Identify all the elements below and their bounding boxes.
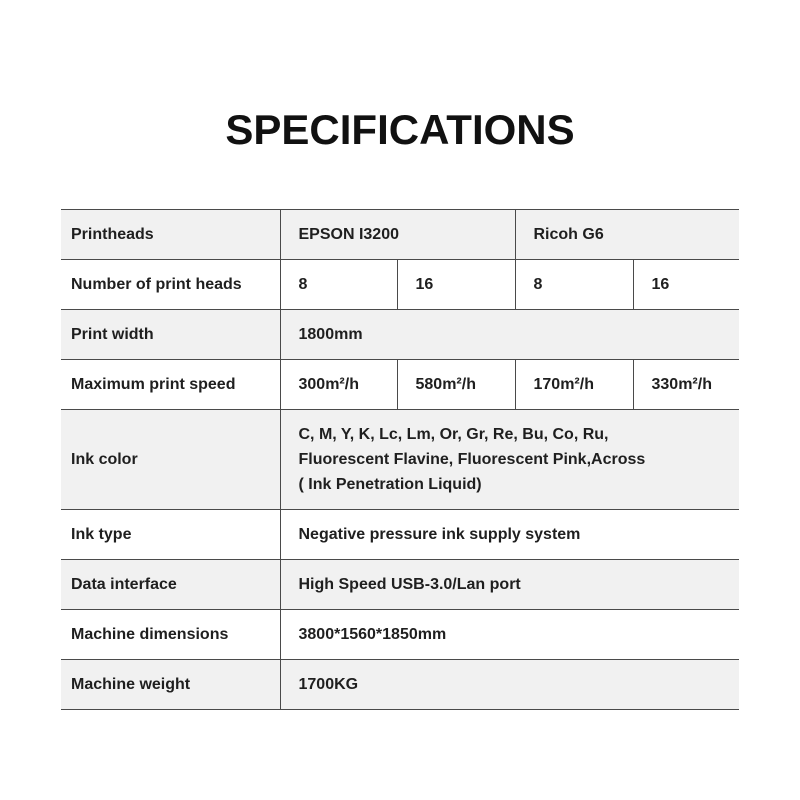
- printheads-ricoh-value: Ricoh G6: [515, 210, 739, 260]
- machine-dimensions-value: 3800*1560*1850mm: [280, 610, 739, 660]
- table-row-machine-dimensions: [61, 610, 739, 660]
- printheads-epson-value: EPSON I3200: [280, 210, 515, 260]
- ink-color-value: [280, 410, 739, 510]
- data-interface-value: High Speed USB-3.0/Lan port: [280, 560, 739, 610]
- table-row-data-interface: [61, 560, 739, 610]
- machine-weight-label: Machine weight: [61, 660, 280, 710]
- print-heads-value-2: 16: [397, 260, 515, 310]
- print-width-value: 1800mm: [280, 310, 739, 360]
- ink-type-value: Negative pressure ink supply system: [280, 510, 739, 560]
- print-heads-value-1: 8: [280, 260, 397, 310]
- table-row-ink-type: [61, 510, 739, 560]
- maximum-print-speed-label: Maximum print speed: [61, 360, 280, 410]
- machine-weight-value: 1700KG: [280, 660, 739, 710]
- table-row-printheads: [61, 210, 739, 260]
- page-title: SPECIFICATIONS: [225, 106, 575, 153]
- ink-type-label: Ink type: [61, 510, 280, 560]
- ink-color-label: Ink color: [61, 410, 280, 510]
- data-interface-label: Data interface: [61, 560, 280, 610]
- printheads-label: Printheads: [61, 210, 280, 260]
- print-heads-value-4: 16: [633, 260, 739, 310]
- ink-color-line-3: ( Ink Penetration Liquid): [298, 476, 482, 493]
- ink-color-line-1: C, M, Y, K, Lc, Lm, Or, Gr, Re, Bu, Co, Ru,: [298, 426, 609, 443]
- print-speed-value-2: 580m²/h: [397, 360, 515, 410]
- number-of-print-heads-label: Number of print heads: [61, 260, 280, 310]
- print-speed-value-4: 330m²/h: [633, 360, 739, 410]
- table-row-maximum-print-speed: [61, 360, 739, 410]
- print-speed-value-1: 300m²/h: [280, 360, 397, 410]
- specifications-table: [61, 209, 739, 710]
- machine-dimensions-label: Machine dimensions: [61, 610, 280, 660]
- print-width-label: Print width: [61, 310, 280, 360]
- print-speed-value-3: 170m²/h: [515, 360, 633, 410]
- print-heads-value-3: 8: [515, 260, 633, 310]
- table-row-print-width: [61, 310, 739, 360]
- table-row-ink-color: [61, 410, 739, 510]
- table-row-number-of-print-heads: [61, 260, 739, 310]
- ink-color-line-2: Fluorescent Flavine, Fluorescent Pink,Across: [298, 451, 646, 468]
- table-row-machine-weight: [61, 660, 739, 710]
